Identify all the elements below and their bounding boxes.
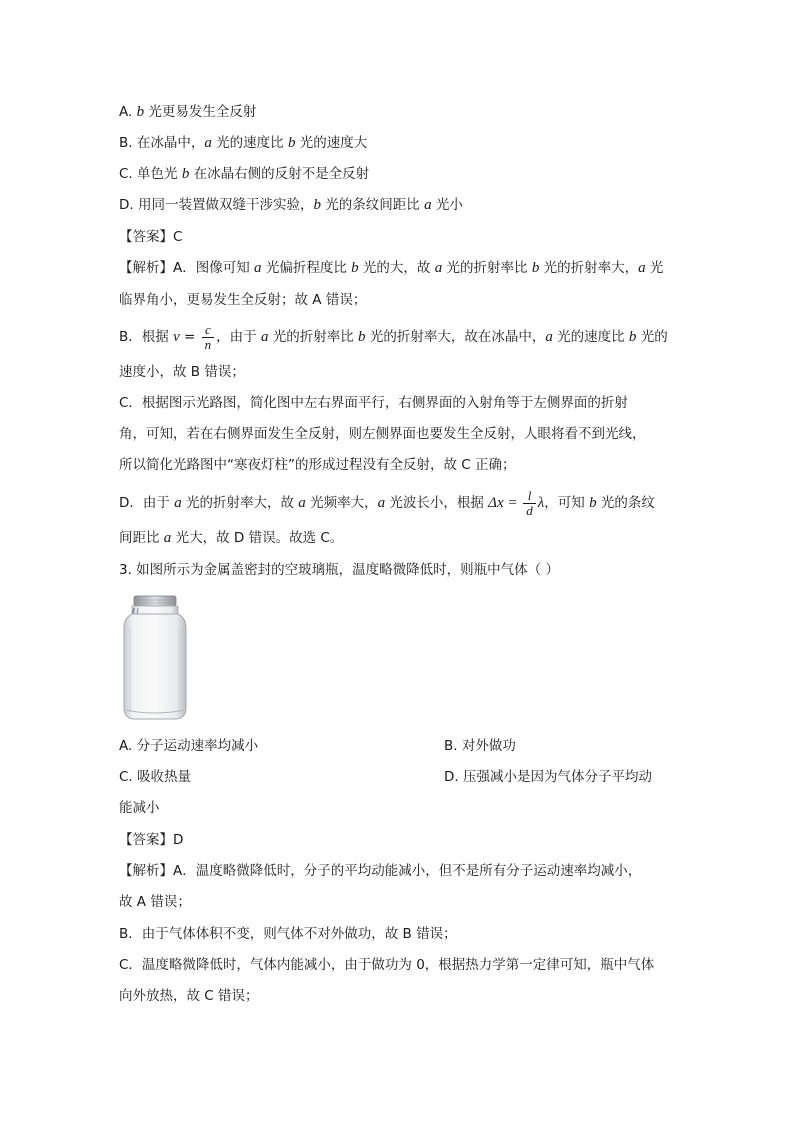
q2-option-c (119, 164, 369, 184)
q3-option-a: A. 分子运动速率均减小 (119, 738, 259, 754)
q2-analysis-a-line2: 临界角小，更易发生全反射；故 A 错误； (119, 292, 367, 308)
variable: b (136, 104, 145, 120)
analysis-text: 光的折射率比 (268, 329, 359, 345)
variable: a (545, 329, 553, 345)
fraction-denominator: n (204, 336, 212, 352)
option-text: D. 用同一装置做双缝干涉实验， (119, 197, 314, 213)
q3-analysis-c-line1: C．温度略微降低时，气体内能减小，由于做功为 0，根据热力学第一定律可知，瓶中气体 (119, 957, 655, 973)
variable: a (377, 495, 386, 511)
fraction-denominator: d (526, 502, 533, 518)
analysis-text: B．根据 (119, 329, 174, 345)
variable: a (638, 260, 646, 276)
analysis-text: 光频率大， (305, 495, 378, 511)
option-text: C. 单色光 (119, 166, 182, 182)
glass-jar-image (120, 592, 190, 722)
analysis-text: 光波长小，根据 (385, 495, 489, 511)
q2-analysis-c-line2: 角，可知，若在右侧界面发生全反射，则左侧界面也要发生全反射，人眼将看不到光线， (119, 426, 646, 442)
variable: b (628, 329, 637, 345)
analysis-text: 光的折射率大，故 (181, 495, 299, 511)
analysis-text: 光的折射率比 (442, 260, 532, 276)
variable: b (531, 260, 540, 276)
variable: b (287, 135, 296, 151)
analysis-text: 间距比 (119, 530, 164, 546)
analysis-text: ，可知 (544, 495, 590, 511)
q2-analysis-d-line1 (119, 485, 655, 521)
q2-option-b (119, 133, 367, 153)
q3-option-d-continued: 能减小 (119, 800, 160, 816)
formula-delta-x: Δx = (488, 495, 522, 511)
formula-fraction (523, 489, 536, 518)
analysis-text: 光偏折程度比 (261, 260, 352, 276)
q3-option-b: B. 对外做功 (444, 738, 516, 754)
q2-analysis-d-line2 (119, 528, 343, 548)
q2-analysis-b-line2: 速度小，故 B 错误； (119, 364, 245, 380)
q2-option-d (119, 195, 463, 215)
q3-option-d: D. 压强减小是因为气体分子平均动 (444, 769, 652, 785)
formula-lambda: λ (537, 495, 545, 511)
option-text: 光的速度比 (211, 135, 288, 151)
analysis-text: 光的 (636, 329, 668, 345)
option-text: 光的速度大 (295, 135, 368, 151)
variable: a (204, 135, 212, 151)
option-label: A. (119, 104, 137, 120)
variable: a (434, 260, 443, 276)
analysis-text: 光的大，故 (358, 260, 435, 276)
fraction-numerator: l (523, 489, 536, 504)
analysis-text: 光的折射率大， (539, 260, 639, 276)
analysis-text: 光的条纹 (596, 495, 655, 511)
q2-answer: 【答案】C (119, 229, 183, 245)
option-text: 光小 (431, 197, 463, 213)
variable: b (351, 260, 359, 276)
option-text: 光更易发生全反射 (144, 104, 257, 120)
analysis-text: 【解析】A．图像可知 (119, 260, 255, 276)
option-text: 在冰晶右侧的反射不是全反射 (189, 166, 370, 182)
option-text: 光的条纹间距比 (320, 197, 425, 213)
analysis-text: 光大，故 D 错误。故选 C。 (171, 530, 344, 546)
q3-analysis-b-line: B．由于气体体积不变，则气体不对外做功，故 B 错误； (119, 926, 457, 942)
fraction-numerator: c (202, 323, 215, 338)
q3-analysis-c-line2: 向外放热，故 C 错误； (119, 988, 259, 1004)
variable: a (424, 197, 432, 213)
option-text: B. 在冰晶中， (119, 135, 205, 151)
variable: b (589, 495, 597, 511)
variable: a (260, 329, 269, 345)
q2-analysis-c-line3: 所以简化光路图中“寒夜灯柱”的形成过程没有全反射，故 C 正确； (119, 457, 516, 473)
q3-answer: 【答案】D (119, 832, 184, 848)
formula-variable: v (173, 329, 180, 345)
q2-analysis-b-line1 (119, 320, 668, 354)
analysis-text: 光的速度比 (552, 329, 629, 345)
variable: a (298, 495, 306, 511)
q2-analysis-a-line1 (119, 258, 663, 278)
variable: b (313, 197, 321, 213)
variable: a (174, 495, 182, 511)
variable: a (254, 260, 262, 276)
analysis-text: 光 (645, 260, 664, 276)
q3-stem: 3. 如图所示为金属盖密封的空玻璃瓶，温度略微降低时，则瓶中气体（ ） (119, 562, 559, 578)
q3-analysis-a-line2: 故 A 错误； (119, 894, 191, 910)
q3-option-c: C. 吸收热量 (119, 769, 192, 785)
formula-fraction (202, 323, 215, 352)
variable: b (181, 166, 190, 182)
q3-analysis-a-line1: 【解析】A．温度略微降低时，分子的平均动能减小，但不是所有分子运动速率均减小， (119, 863, 642, 879)
analysis-text: ，由于 (216, 329, 261, 345)
variable: b (358, 329, 366, 345)
analysis-text: D．由于 (119, 495, 175, 511)
analysis-text: 光的折射率大，故在冰晶中， (365, 329, 546, 345)
q2-option-a (119, 102, 256, 122)
q2-analysis-c-line1: C．根据图示光路图，简化图中左右界面平行，右侧界面的入射角等于左侧界面的折射 (119, 395, 628, 411)
variable: a (163, 530, 172, 546)
formula-equals: = (179, 329, 200, 345)
